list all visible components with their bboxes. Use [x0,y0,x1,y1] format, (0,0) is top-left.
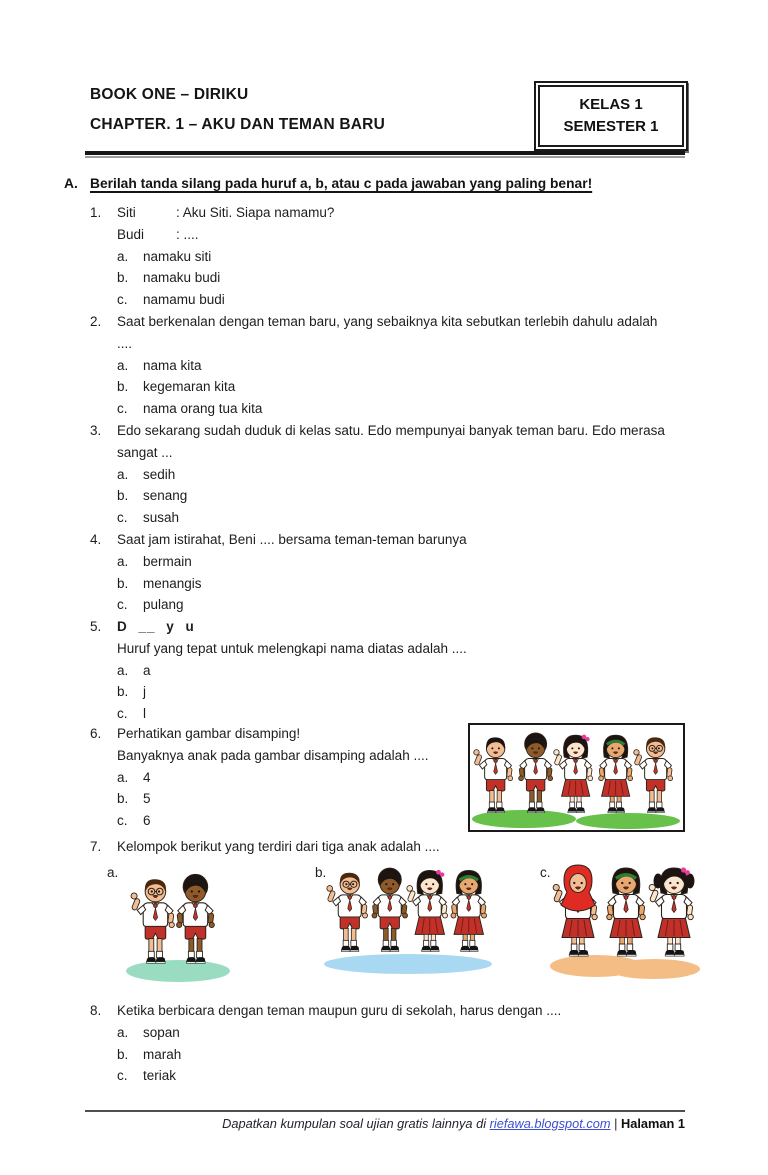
section-label: A. [64,176,78,191]
option-a: a. sopan [117,1024,180,1040]
image-option-c [548,855,702,979]
question-1 [90,202,696,311]
speaker-name: Budi [117,226,145,242]
header-divider [85,151,685,158]
question-number: 5. [90,619,102,634]
question-3 [90,420,696,529]
question-number: 7. [90,839,102,854]
option-b: b. j [117,684,146,700]
footer-link[interactable]: riefawa.blogspot.com [489,1116,611,1131]
question-number: 6. [90,726,102,741]
option-b: b. kegemaran kita [117,379,236,395]
question-text: Huruf yang tepat untuk melengkapi nama diatas adalah .... [117,640,467,656]
question-text: Saat berkenalan dengan teman baru, yang sebaiknya kita sebutkan terlebih dahulu adalah [117,314,658,329]
five-children-illustration [470,725,683,830]
option-a: a. a [117,662,151,678]
image-option-b-label: b. [315,865,327,880]
footer-separator: | [610,1116,621,1131]
question-text: .... [117,335,133,351]
option-b: b. marah [117,1046,182,1062]
question-number: 2. [90,314,102,329]
footer-divider [85,1110,685,1112]
question-2 [90,311,696,420]
image-option-a [118,866,238,984]
question-number: 1. [90,205,102,220]
question-number: 8. [90,1003,102,1018]
image-option-a-label: a. [107,865,119,880]
question-text: Edo sekarang sudah duduk di kelas satu. Edo mempunyai banyak teman baru. Edo merasa [117,423,665,438]
image-option-c-label: c. [540,865,551,880]
two-children-illustration [118,866,238,984]
document-header [90,80,385,140]
option-c: c. nama orang tua kita [117,401,263,417]
question-4 [90,529,696,616]
four-children-illustration [322,858,494,976]
dialog-text: : Aku Siti. Siapa namamu? [176,205,335,220]
page-number: Halaman 1 [620,1116,685,1131]
question-text: sangat ... [117,444,173,460]
question-6 [90,723,696,832]
question-text: Saat jam istirahat, Beni .... bersama teman-teman barunya [117,532,467,547]
option-a: a. namaku siti [117,248,212,264]
option-a: a. 4 [117,769,151,785]
dialog-text: : .... [176,226,199,242]
option-c: c. pulang [117,597,184,613]
option-b: b. senang [117,488,188,504]
option-c: c. l [117,706,146,722]
option-b: b. menangis [117,575,202,591]
image-option-b [322,858,494,976]
question-text: Banyaknya anak pada gambar disamping adalah .... [117,747,429,763]
dialog-line [117,224,696,246]
dialog-line [117,202,696,224]
question-7 [90,836,696,990]
question-8 [90,1000,696,1087]
option-c: c. namamu budi [117,292,225,308]
option-a: a. nama kita [117,357,202,373]
option-b: b. namaku budi [117,270,221,286]
three-children-illustration [548,855,702,979]
question-text: Perhatikan gambar disamping! [117,726,301,741]
option-a: a. bermain [117,553,192,569]
book-title: BOOK ONE – DIRIKU [90,86,249,103]
question-6-image-frame [468,723,685,832]
word-puzzle: D __ y u [117,619,195,634]
page-footer [85,1116,685,1131]
option-c: c. 6 [117,813,151,829]
option-c: c. teriak [117,1068,177,1084]
section-instruction: Berilah tanda silang pada huruf a, b, atau c pada jawaban yang paling benar! [90,176,593,191]
chapter-title: CHAPTER. 1 – AKU DAN TEMAN BARU [90,116,385,133]
option-c: c. susah [117,510,180,526]
footer-note: Dapatkan kumpulan soal ujian gratis lainnya di [222,1116,490,1131]
option-b: b. 5 [117,791,151,807]
class-semester-badge [534,81,688,151]
question-number: 4. [90,532,102,547]
question-number: 3. [90,423,102,438]
question-5 [90,616,696,725]
option-a: a. sedih [117,466,176,482]
question-text: Kelompok berikut yang terdiri dari tiga anak adalah .... [117,839,440,854]
question-text: Ketika berbicara dengan teman maupun guru di sekolah, harus dengan .... [117,1003,562,1018]
section-a-heading [64,176,592,191]
speaker-name: Siti [117,205,136,220]
class-label: KELAS 1 [579,96,643,113]
semester-label: SEMESTER 1 [563,118,659,135]
